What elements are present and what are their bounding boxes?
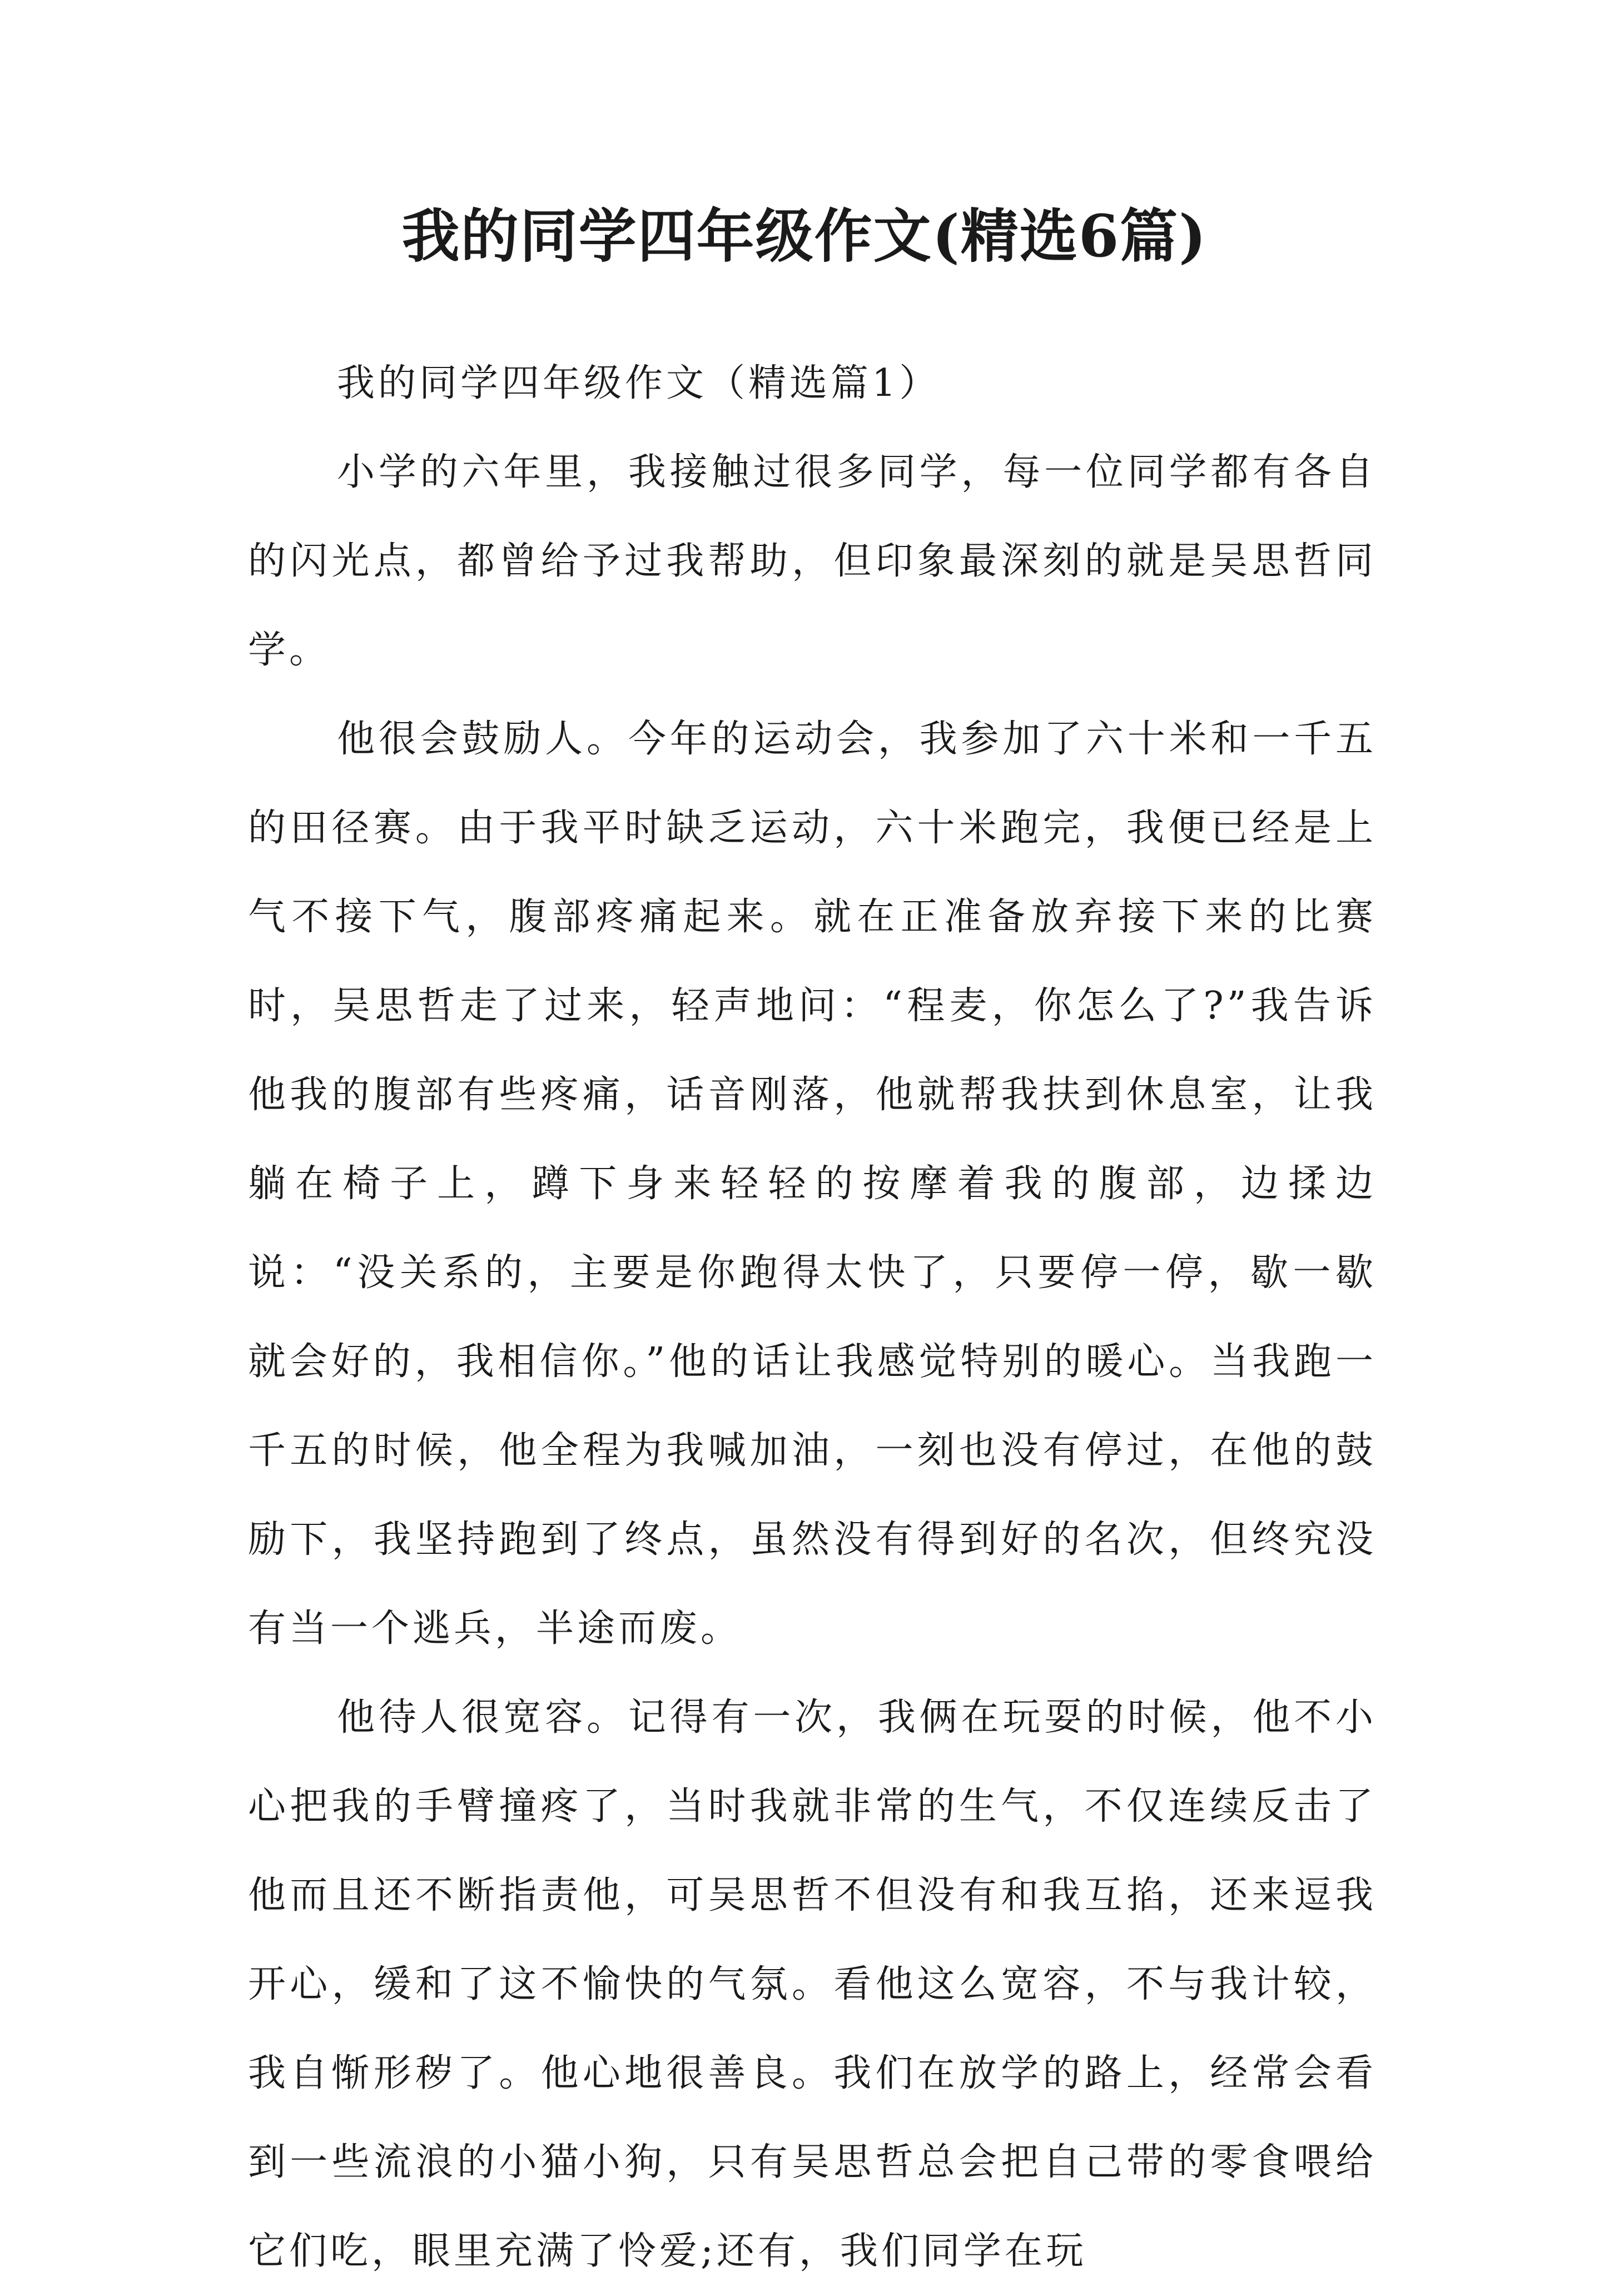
document-title: 我的同学四年级作文(精选6篇)	[401, 202, 1208, 270]
paragraph: 他待人很宽容。记得有一次，我俩在玩耍的时候，他不小心把我的手臂撞疼了，当时我就非常的生气，不仅连续反击了他而且还不断指责他，可吴思哲不但没有和我互掐，还来逗我开心，缓和了这不愉快的气氛。看他这么宽容，不与我计较，我自惭形秽了。他心地很善良。我们在放学的路上，经常会看到一些流浪的小猫小狗，只有吴思哲总会把自己带的零食喂给它们吃，眼里充满了怜爱;还有，我们同学在玩	[248, 1696, 1377, 2273]
document-body	[248, 339, 1377, 2296]
section-heading: 我的同学四年级作文（精选篇1）	[337, 361, 941, 405]
paragraph: 他很会鼓励人。今年的运动会，我参加了六十米和一千五的田径赛。由于我平时缺乏运动，六十米跑完，我便已经是上气不接下气，腹部疼痛起来。就在正准备放弃接下来的比赛时，吴思哲走了过来，轻声地问：“程麦，你怎么了?”我告诉他我的腹部有些疼痛，话音刚落，他就帮我扶到休息室，让我躺在椅子上，蹲下身来轻轻的按摩着我的腹部，边揉边说：“没关系的，主要是你跑得太快了，只要停一停，歇一歇就会好的，我相信你。”他的话让我感觉特别的暖心。当我跑一千五的时候，他全程为我喊加油，一刻也没有停过，在他的鼓励下，我坚持跑到了终点，虽然没有得到好的名次，但终究没有当一个逃兵，半途而废。	[248, 717, 1377, 1651]
paragraph: 小学的六年里，我接触过很多同学，每一位同学都有各自的闪光点，都曾给予过我帮助，但印象最深刻的就是吴思哲同学。	[248, 450, 1377, 672]
